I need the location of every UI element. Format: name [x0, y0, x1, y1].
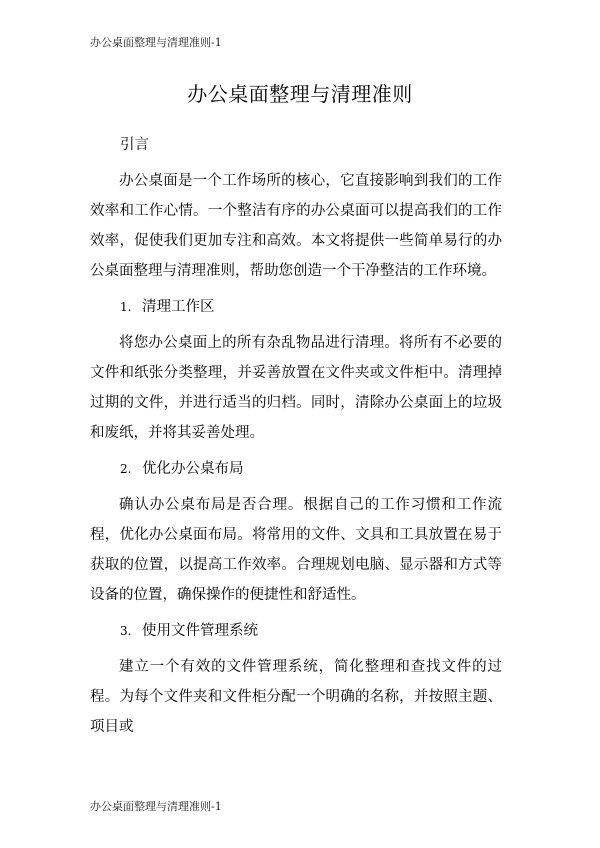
document-title: 办公桌面整理与清理准则	[187, 82, 413, 106]
section-body-3: 建立一个有效的文件管理系统，简化整理和查找文件的过程。为每个文件夹和文件柜分配一个明确的名称，并按照主题、项目或	[90, 659, 502, 735]
document-body	[90, 130, 502, 748]
intro-paragraph: 办公桌面是一个工作场所的核心，它直接影响到我们的工作效率和工作心情。一个整洁有序的办公桌面可以提高我们的工作效率，促使我们更加专注和高效。本文将提供一些简单易行的办公桌面整理与清理准则，帮助您创造一个干净整洁的工作环境。	[90, 173, 502, 279]
section-body-1: 将您办公桌面上的所有杂乱物品进行清理。将所有不必要的文件和纸张分类整理，并妥善放置在文件夹或文件柜中。清理掉过期的文件，并进行适当的归档。同时，清除办公桌面上的垃圾和废纸，并将其妥善处理。	[90, 335, 502, 441]
section-heading-2	[120, 454, 502, 484]
section-heading-3	[120, 616, 502, 646]
section-number: 3.	[120, 624, 132, 638]
section-number: 1.	[120, 300, 132, 314]
section-heading-1	[120, 292, 502, 322]
section-title: 清理工作区	[142, 299, 215, 315]
section-number: 2.	[120, 462, 132, 476]
running-footer: 办公桌面整理与清理准则-1	[90, 800, 222, 813]
section-title: 使用文件管理系统	[142, 623, 258, 639]
section-body-2: 确认办公桌布局是否合理。根据自己的工作习惯和工作流程，优化办公桌面布局。将常用的文件、文具和工具放置在易于获取的位置，以提高工作效率。合理规划电脑、显示器和方式等设备的位置，确保操作的便捷性和舒适性。	[90, 497, 502, 603]
section-title: 优化办公桌布局	[142, 461, 244, 477]
running-header: 办公桌面整理与清理准则-1	[90, 36, 222, 49]
intro-label: 引言	[120, 137, 149, 153]
